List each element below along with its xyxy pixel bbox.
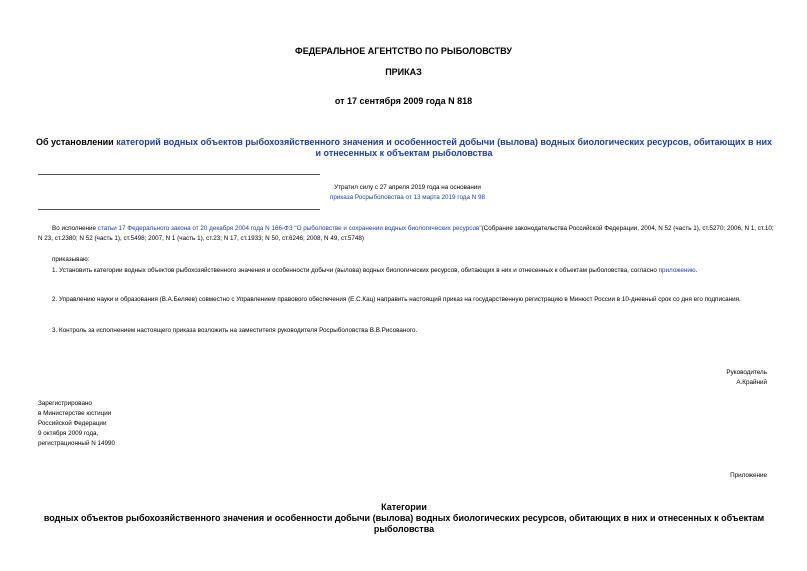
registration-block xyxy=(38,399,115,449)
preamble-law-link[interactable]: статьи 17 Федерального закона от 20 декабря 2004 года N 166-ФЗ "О рыболовстве и сохранении водных биологических ресурсов" xyxy=(97,225,482,232)
registration-line: в Министерстве юстиции xyxy=(38,410,112,417)
divider-bottom xyxy=(38,209,320,210)
agency-heading: ФЕДЕРАЛЬНОЕ АГЕНТСТВО ПО РЫБОЛОВСТВУ xyxy=(295,46,512,56)
divider-top xyxy=(38,174,320,175)
registration-line: Зарегистрировано xyxy=(38,400,92,407)
title-prefix: Об установлении xyxy=(36,137,117,147)
registration-line: 9 октября 2009 года, xyxy=(38,430,99,437)
order-title xyxy=(36,137,772,159)
appendix-label: Приложение xyxy=(730,472,767,479)
item-3: 3. Контроль за исполнением настоящего приказа возложить на заместителя руководителя Росрыболовства В.В.Рисованого. xyxy=(52,327,418,334)
item-1-text: 1. Установить категории водных объектов рыбохозяйственного значения и особенности добычи (вылова) водных биологических ресурсов, обитающих в них и отнесенных к объектам рыболовства, согласно xyxy=(52,267,659,274)
registration-line: регистрационный N 14990 xyxy=(38,440,116,447)
preamble xyxy=(38,224,774,244)
status-note xyxy=(300,183,515,203)
appendix-title-line1: Категории xyxy=(381,502,427,512)
item-2: 2. Управлению науки и образования (В.А.Беляев) совместно с Управлением правового обеспечения (Е.С.Кац) направить настоящий приказ на государственную регистрацию в Минюст России в 10-дневный срок со дня его подписания. xyxy=(52,296,741,303)
title-link[interactable]: категорий водных объектов рыбохозяйственного значения и особенностей добычи (вылова) водных биологических ресурсов, обитающих в них и отнесенных к объектам рыболовства xyxy=(116,137,773,158)
status-line: Утратил силу с 27 апреля 2019 года на основании xyxy=(334,184,481,191)
preamble-prefix: Во исполнение xyxy=(52,225,98,232)
appendix-title-line2: водных объектов рыбохозяйственного значения и особенности добычи (вылова) водных биологических ресурсов, обитающих в них и отнесенных к объектам рыболовства xyxy=(43,513,765,534)
signature-position: Руководитель xyxy=(726,369,767,376)
order-word: приказываю: xyxy=(52,256,90,263)
appendix-link[interactable]: приложению xyxy=(658,267,696,274)
appendix-title xyxy=(36,502,772,535)
item-1-end: . xyxy=(695,267,698,274)
doc-type-heading: ПРИКАЗ xyxy=(385,67,422,77)
registration-line: Российской Федерации xyxy=(38,420,107,427)
signature-name: А.Крайний xyxy=(736,379,767,386)
preamble-suffix: (Собрание законодательства Российской Федерации, 2004, N 52 (часть 1), ст.5270; 2006, N 1, ст.10; N 23, ст.2380; N 52 (часть 1), ст.5498; 2007, N 1 (часть 1), ст.23; N 17, ст.1933; N 50, ст.6246; 2008, N 49, ст.5748) xyxy=(38,225,774,242)
item-1 xyxy=(38,266,774,276)
signature xyxy=(726,368,767,388)
status-link[interactable]: приказа Росрыболовства от 13 марта 2019 года N 98 xyxy=(329,194,486,201)
order-date-number: от 17 сентября 2009 года N 818 xyxy=(334,96,473,106)
